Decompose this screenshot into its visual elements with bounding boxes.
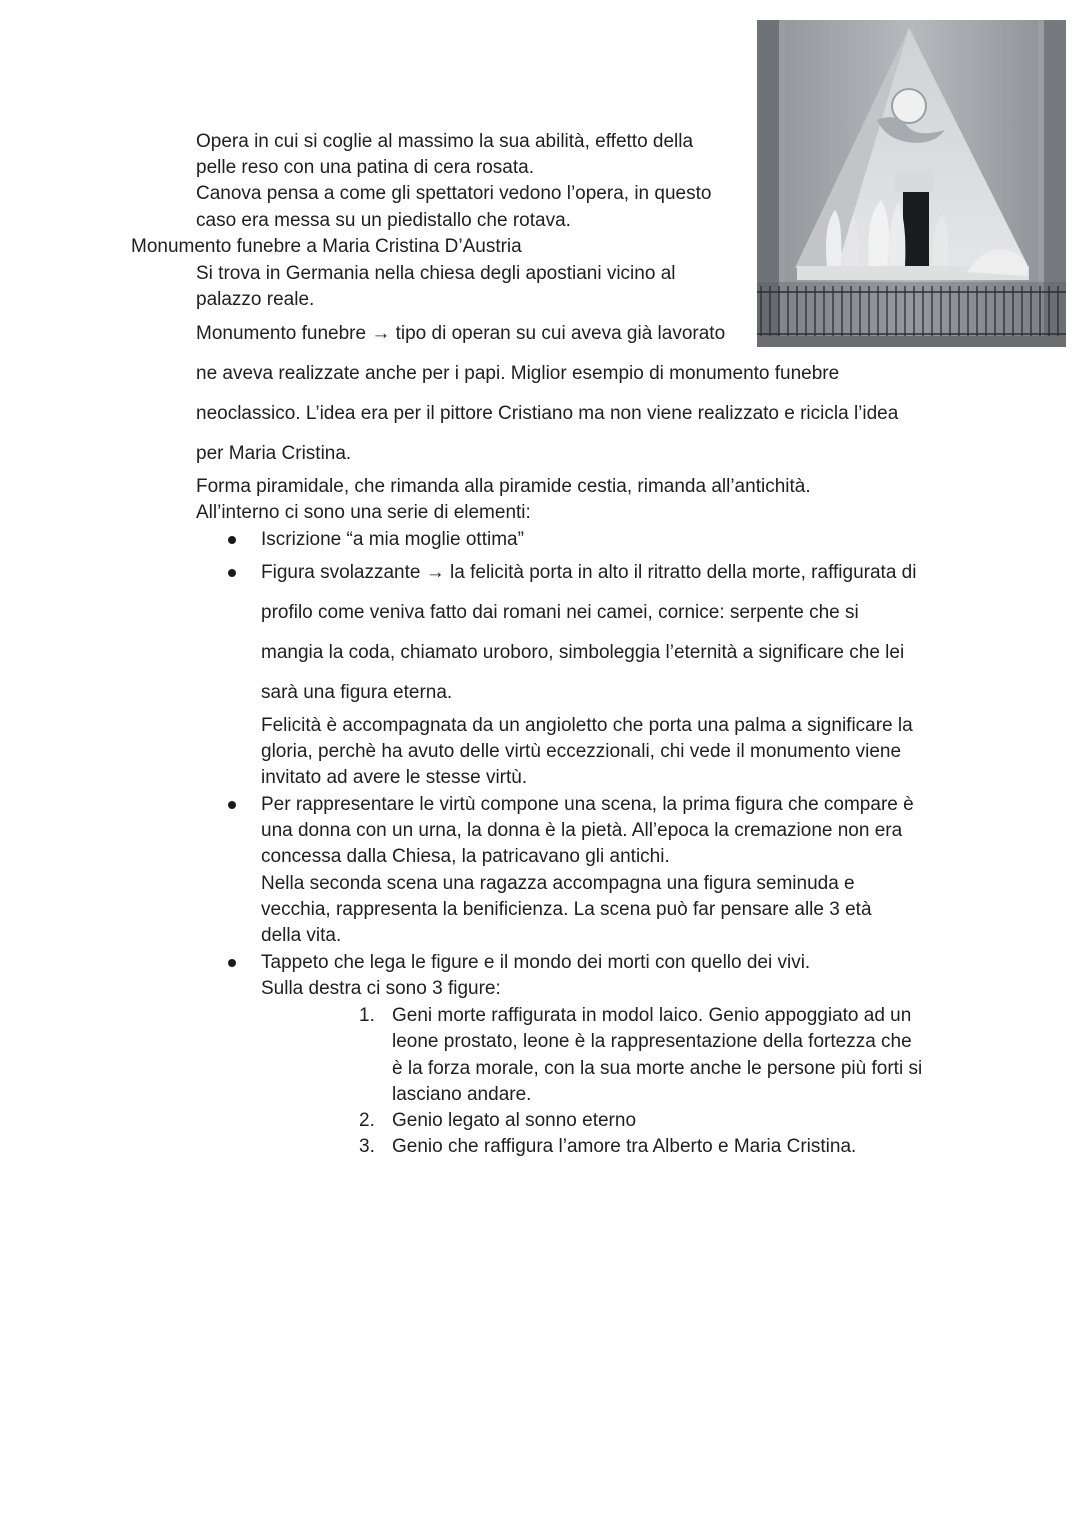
- bullet-line: sarà una figura eterna.: [261, 682, 453, 703]
- paragraph-line: pelle reso con una patina di cera rosata.: [196, 157, 534, 178]
- paragraph-line: Si trova in Germania nella chiesa degli apostiani vicino al: [196, 263, 676, 284]
- paragraph-line: per Maria Cristina.: [196, 443, 352, 464]
- bullet-line: mangia la coda, chiamato uroboro, simboleggia l’eternità a significare che lei: [261, 642, 905, 663]
- numbered-line: Genio che raffigura l’amore tra Alberto e Maria Cristina.: [392, 1136, 857, 1157]
- bullet-line: Per rappresentare le virtù compone una scena, la prima figura che compare è: [261, 794, 914, 815]
- bullet-marker: [228, 536, 236, 544]
- bullet-line: della vita.: [261, 925, 342, 946]
- bullet-line: Felicità è accompagnata da un angioletto che porta una palma a significare la: [261, 715, 913, 736]
- paragraph-line: All’interno ci sono una serie di elementi:: [196, 502, 531, 523]
- paragraph-line: caso era messa su un piedistallo che rotava.: [196, 210, 571, 231]
- paragraph-line: Canova pensa a come gli spettatori vedono l’opera, in questo: [196, 183, 712, 204]
- paragraph-line: Forma piramidale, che rimanda alla piramide cestia, rimanda all’antichità.: [196, 476, 811, 497]
- bullet-line: Iscrizione “a mia moglie ottima”: [261, 529, 524, 550]
- bullet-marker: [228, 569, 236, 577]
- bullet-line: una donna con un urna, la donna è la pietà. All’epoca la cremazione non era: [261, 820, 903, 841]
- bullet-line: invitato ad avere le stesse virtù.: [261, 767, 528, 788]
- bullet-marker: [228, 801, 236, 809]
- numbered-line: leone prostato, leone è la rappresentazione della fortezza che: [392, 1031, 912, 1052]
- list-number: 2.: [359, 1110, 375, 1131]
- paragraph-line: Opera in cui si coglie al massimo la sua abilità, effetto della: [196, 131, 694, 152]
- numbered-line: lasciano andare.: [392, 1084, 532, 1105]
- bullet-marker: [228, 959, 236, 967]
- section-heading: Monumento funebre a Maria Cristina D’Austria: [131, 236, 522, 257]
- list-number: 1.: [359, 1005, 375, 1026]
- numbered-line: è la forza morale, con la sua morte anche le persone più forti si: [392, 1058, 923, 1079]
- bullet-line: Nella seconda scena una ragazza accompagna una figura seminuda e: [261, 873, 855, 894]
- paragraph-line: neoclassico. L’idea era per il pittore Cristiano ma non viene realizzato e ricicla l’idea: [196, 403, 899, 424]
- numbered-line: Genio legato al sonno eterno: [392, 1110, 637, 1131]
- list-number: 3.: [359, 1136, 375, 1157]
- bullet-line: Tappeto che lega le figure e il mondo dei morti con quello dei vivi.: [261, 952, 811, 973]
- bullet-line: gloria, perchè ha avuto delle virtù eccezzionali, chi vede il monumento viene: [261, 741, 902, 762]
- paragraph-line: Monumento funebre → tipo di operan su cui aveva già lavorato: [196, 323, 726, 344]
- bullet-line: concessa dalla Chiesa, la patricavano gli antichi.: [261, 846, 670, 867]
- monument-photo: [757, 20, 1066, 347]
- bullet-line: vecchia, rappresenta la benificienza. La scena può far pensare alle 3 età: [261, 899, 872, 920]
- numbered-line: Geni morte raffigurata in modol laico. Genio appoggiato ad un: [392, 1005, 912, 1026]
- paragraph-line: palazzo reale.: [196, 289, 315, 310]
- bullet-line: Sulla destra ci sono 3 figure:: [261, 978, 501, 999]
- bullet-line: Figura svolazzante → la felicità porta in alto il ritratto della morte, raffigurata di: [261, 562, 917, 583]
- paragraph-line: ne aveva realizzate anche per i papi. Miglior esempio di monumento funebre: [196, 363, 840, 384]
- bullet-line: profilo come veniva fatto dai romani nei camei, cornice: serpente che si: [261, 602, 859, 623]
